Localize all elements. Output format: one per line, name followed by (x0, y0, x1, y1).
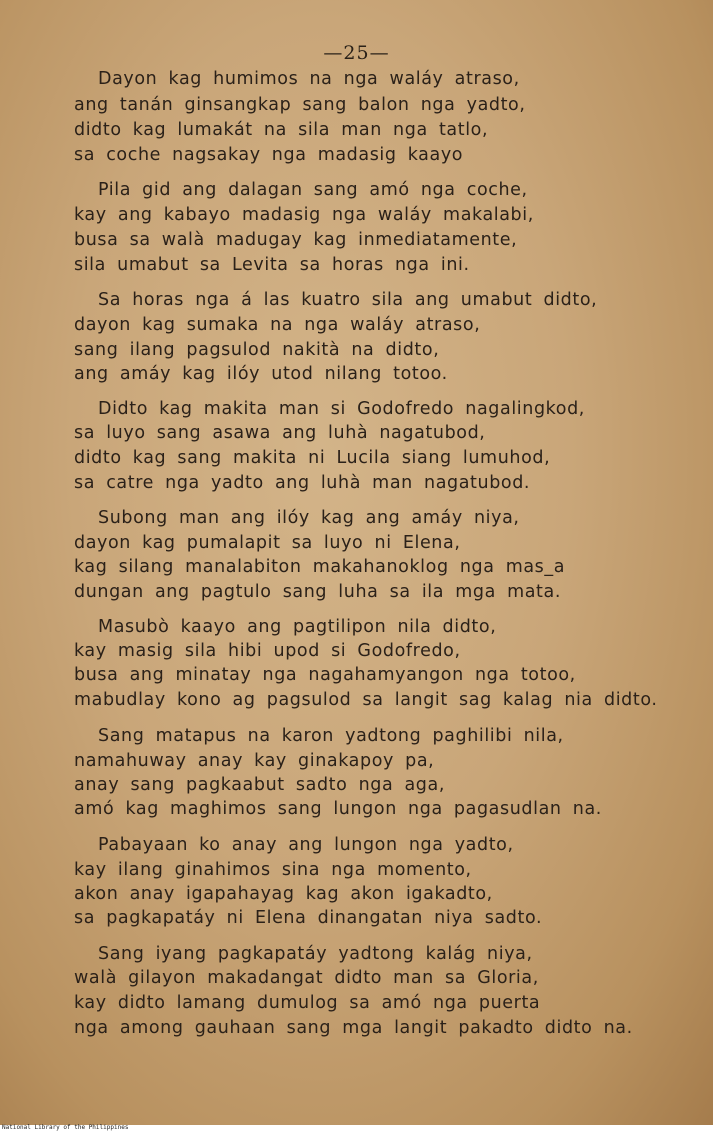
verse-line: Sa horas nga á las kuatro sila ang umabut didto, (98, 290, 598, 310)
verse-line: akon anay igapahayag kag akon igakadto, (74, 884, 493, 904)
verse-line: sa luyo sang asawa ang luhà nagatubod, (74, 423, 486, 443)
verse-line: kag silang manalabiton makahanoklog nga mas_a (74, 557, 566, 577)
verse-line: sa catre nga yadto ang luhà man nagatubod. (74, 473, 531, 493)
verse-line: namahuway anay kay ginakapoy pa, (74, 751, 435, 771)
verse-line: nga among gauhaan sang mga langit pakadto didto na. (74, 1018, 633, 1038)
verse-line: dungan ang pagtulo sang luha sa ila mga mata. (74, 582, 561, 602)
verse-line: kay masig sila hibi upod si Godofredo, (74, 641, 461, 661)
verse-line: Subong man ang ilóy kag ang amáy niya, (98, 508, 520, 528)
page-number: —25— (323, 42, 390, 64)
verse-line: Didto kag makita man si Godofredo nagalingkod, (98, 399, 585, 419)
verse-line: dayon kag sumaka na nga waláy atraso, (74, 315, 481, 335)
verse-line: Pabayaan ko anay ang lungon nga yadto, (98, 835, 514, 855)
verse-line: anay sang pagkaabut sadto nga aga, (74, 775, 445, 795)
verse-line: Pila gid ang dalagan sang amó nga coche, (98, 180, 528, 200)
library-credit: National Library of the Philippines (2, 1124, 129, 1131)
verse-line: Masubò kaayo ang pagtilipon nila didto, (98, 617, 497, 637)
verse-line: mabudlay kono ag pagsulod sa langit sag kalag nia didto. (74, 690, 658, 710)
verse-line: kay didto lamang dumulog sa amó nga puerta (74, 993, 541, 1013)
verse-line: didto kag lumakát na sila man nga tatlo, (74, 120, 489, 140)
verse-line: ang amáy kag ilóy utod nilang totoo. (74, 364, 448, 384)
verse-line: Dayon kag humimos na nga waláy atraso, (98, 69, 520, 89)
verse-line: Sang iyang pagkapatáy yadtong kalág niya, (98, 944, 533, 964)
verse-line: Sang matapus na karon yadtong paghilibi nila, (98, 726, 564, 746)
verse-line: busa ang minatay nga nagahamyangon nga totoo, (74, 665, 576, 685)
verse-line: sang ilang pagsulod nakità na didto, (74, 340, 440, 360)
verse-line: ang tanán ginsangkap sang balon nga yadto, (74, 95, 526, 115)
verse-line: kay ilang ginahimos sina nga momento, (74, 860, 472, 880)
verse-line: dayon kag pumalapit sa luyo ni Elena, (74, 533, 461, 553)
verse-line: walà gilayon makadangat didto man sa Gloria, (74, 968, 539, 988)
verse-line: didto kag sang makita ni Lucila siang lumuhod, (74, 448, 551, 468)
verse-line: sa coche nagsakay nga madasig kaayo (74, 145, 464, 165)
verse-line: sila umabut sa Levita sa horas nga ini. (74, 255, 470, 275)
verse-line: sa pagkapatáy ni Elena dinangatan niya sadto. (74, 908, 543, 928)
verse-line: busa sa walà madugay kag inmediatamente, (74, 230, 518, 250)
verse-line: kay ang kabayo madasig nga waláy makalabi, (74, 205, 534, 225)
verse-line: amó kag maghimos sang lungon nga pagasudlan na. (74, 799, 602, 819)
